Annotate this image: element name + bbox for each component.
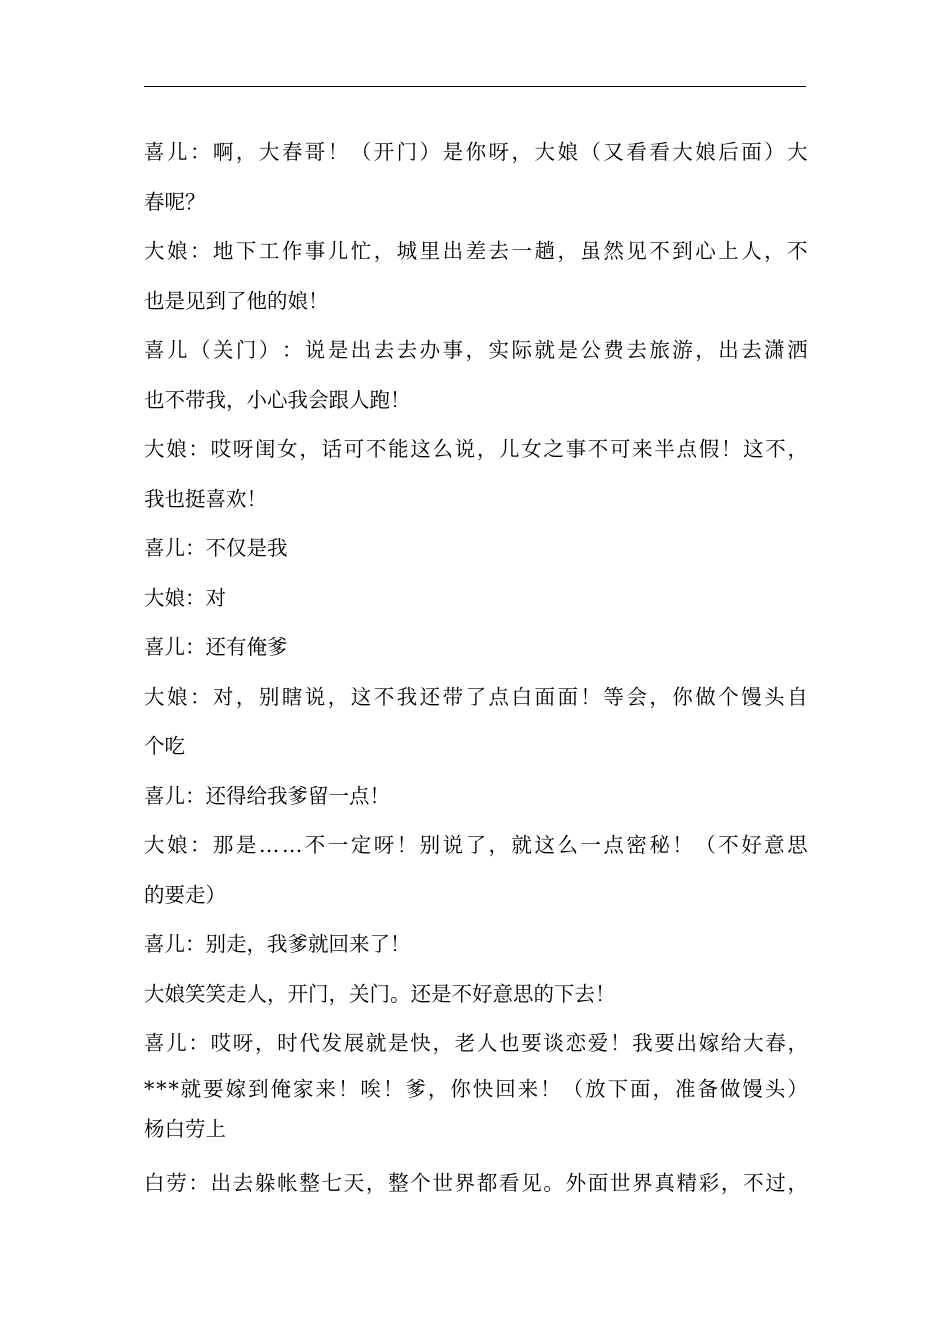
dialogue-line: 我也挺喜欢！ [144,486,267,511]
stage-direction-line: 杨白劳上 [144,1116,226,1141]
dialogue-line: 喜 儿 （ 关 门 ） ： 说 是 出 去 去 办 事 ， 实 际 就 是 公 费 去 旅 游 ， 出 去 潇 洒 [144,338,808,362]
dialogue-line: 大 娘 ： 对 ， 别 瞎 说 ， 这 不 我 还 带 了 点 白 面 面 ！ 等 会 ， 你 做 个 馒 头 自 [144,684,808,709]
dialogue-line: 喜儿：还有俺爹 [144,635,288,659]
dialogue-line: 喜 儿 ： 哎 呀 ， 时 代 发 展 就 是 快 ， 老 人 也 要 谈 恋 爱 ！ 我 要 出 嫁 给 大 春 ， [144,1031,808,1055]
header-rule [144,86,806,87]
stage-direction-line: 大娘笑笑走人，开门，关门。还是不好意思的下去！ [144,981,616,1006]
dialogue-line: 也是见到了他的娘！ [144,288,329,313]
dialogue-line: 大娘：对 [144,585,226,610]
dialogue-line: 个吃 [144,734,185,758]
dialogue-line: 喜儿：还得给我爹留一点！ [144,783,390,808]
script-body [144,128,808,1208]
dialogue-line: 大 娘 ： 地 下 工 作 事 儿 忙 ， 城 里 出 差 去 一 趟 ， 虽 然 见 不 到 心 上 人 ， 不 [144,239,808,263]
dialogue-line: * * * 就 要 嫁 到 俺 家 来 ！ 唉 ！ 爹 ， 你 快 回 来 ！ （ 放 下 面 ， 准 备 做 馒 头 ） [144,1076,808,1101]
dialogue-line: 的要走） [144,882,226,907]
dialogue-line: 也不带我，小心我会跟人跑！ [144,387,411,412]
dialogue-line: 喜儿：别走，我爹就回来了！ [144,932,411,956]
dialogue-line: 大 娘 ： 那 是 … … 不 一 定 呀 ！ 别 说 了 ， 就 这 么 一 点 密 秘 ！ （ 不 好 意 思 [144,833,808,857]
dialogue-line: 白 劳 ： 出 去 躲 帐 整 七 天 ， 整 个 世 界 都 看 见 。 外 面 世 界 真 精 彩 ， 不 过 ， [144,1170,808,1195]
dialogue-line: 喜 儿 ： 啊 ， 大 春 哥 ！ （ 开 门 ） 是 你 呀 ， 大 娘 （ 又 看 看 大 娘 后 面 ） 大 [144,140,808,164]
dialogue-line: 喜儿：不仅是我 [144,536,288,560]
dialogue-line: 大 娘 ： 哎 呀 闺 女 ， 话 可 不 能 这 么 说 ， 儿 女 之 事 不 可 来 半 点 假 ！ 这 不 ， [144,437,808,461]
dialogue-line: 春呢？ [144,189,206,214]
